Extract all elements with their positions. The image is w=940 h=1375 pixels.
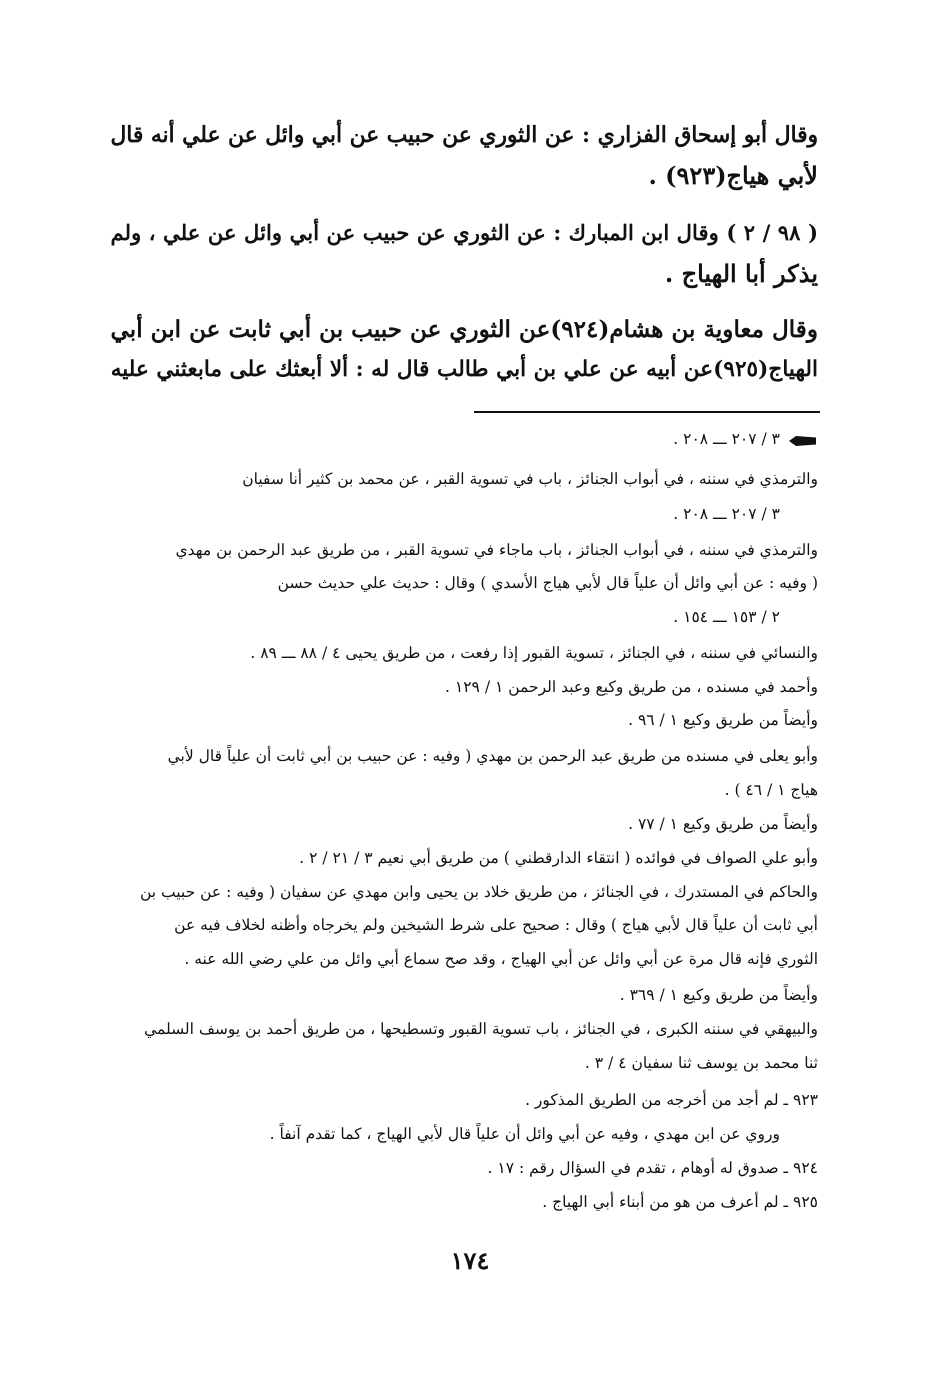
main-text-line-6: الهياج(٩٢٥)عن أبيه عن علي بن أبي طالب قال له : ألا أبعثك على مابعثني عليه bbox=[110, 357, 818, 382]
page-number: ١٧٤ bbox=[450, 1246, 490, 1275]
footnote-line-18: والبيهقي في سننه الكبرى ، في الجنائز ، باب تسوية القبور وتسطيحها ، من طريق أحمد بن يوسف السلمي bbox=[144, 1020, 818, 1038]
footnote-line-11: هياج ١ / ٤٦ ) . bbox=[724, 781, 818, 799]
footnote-923: ٩٢٣ ـ لم أجد من أخرجه من الطريق المذكور . bbox=[525, 1091, 818, 1109]
main-text-line-2: لأبي هياج(٩٢٣) . bbox=[648, 161, 818, 190]
footnote-line-15: أبي ثابت أن علياً قال لأبي هياج ) وقال : صحيح على شرط الشيخين ولم يخرجاه وأظنه لخلاف فيه عن bbox=[174, 916, 818, 934]
footnote-line-9: وأيضاً من طريق وكيع ١ / ٩٦ . bbox=[628, 711, 818, 729]
footnote-line-5: ( وفيه : عن أبي وائل أن علياً قال لأبي هياج الأسدي ) وقال : حديث علي حديث حسن bbox=[277, 574, 818, 592]
footnote-925: ٩٢٥ ـ لم أعرف من هو من أبناء أبي الهياج . bbox=[542, 1193, 818, 1211]
footnote-line-2: والترمذي في سننه ، في أبواب الجنائز ، باب في تسوية القبر ، عن محمد بن كثير أنا سفيان bbox=[242, 470, 818, 488]
footnote-line-8: وأحمد في مسنده ، من طريق وكيع وعبد الرحمن ١ / ١٢٩ . bbox=[445, 678, 818, 696]
footnote-line-13: وأبو علي الصواف في فوائده ( انتقاء الدارقطني ) من طريق أبي نعيم ٣ / ٢١ / ٢ . bbox=[299, 849, 818, 867]
main-text-line-3: ( ٩٨ / ٢ ) وقال ابن المبارك : عن الثوري عن حبيب عن أبي وائل عن علي ، ولم bbox=[110, 221, 818, 246]
footnote-line-17: وأيضاً من طريق وكيع ١ / ٣٦٩ . bbox=[619, 986, 818, 1004]
main-text-line-4: يذكر أبا الهياج . bbox=[664, 259, 818, 288]
footnote-924: ٩٢٤ ـ صدوق له أوهام ، تقدم في السؤال رقم : ١٧ . bbox=[487, 1159, 818, 1177]
footnote-line-4: والترمذي في سننه ، في أبواب الجنائز ، باب ماجاء في تسوية القبر ، من طريق عبد الرحمن بن مهدي bbox=[175, 541, 818, 559]
footnote-line-6: ٢ / ١٥٣ ـــ ١٥٤ . bbox=[673, 608, 780, 626]
footnote-separator bbox=[474, 411, 820, 413]
footnote-923-continuation: وروي عن ابن مهدي ، وفيه عن أبي وائل أن علياً قال لأبي الهياج ، كما تقدم آنفاً . bbox=[269, 1125, 780, 1143]
footnote-line-3: ٣ / ٢٠٧ ـــ ٢٠٨ . bbox=[673, 505, 780, 523]
footnote-line-12: وأيضاً من طريق وكيع ١ / ٧٧ . bbox=[628, 815, 818, 833]
footnote-line-19: ثنا محمد بن يوسف ثنا سفيان ٤ / ٣ . bbox=[584, 1054, 818, 1072]
arrow-left-icon bbox=[789, 436, 816, 446]
footnote-line-16: الثوري فإنه قال مرة عن أبي وائل عن أبي الهياج ، وقد صح سماع أبي وائل من علي رضي الله عنه . bbox=[184, 950, 818, 968]
main-text-line-1: وقال أبو إسحاق الفزاري : عن الثوري عن حبيب عن أبي وائل عن علي أنه قال bbox=[110, 123, 818, 148]
footnote-line-14: والحاكم في المستدرك ، في الجنائز ، من طريق خلاد بن يحيى وابن مهدي عن سفيان ( وفيه : عن حبيب بن bbox=[140, 883, 818, 901]
footnote-line-1: ٣ / ٢٠٧ ـــ ٢٠٨ . bbox=[673, 430, 780, 448]
footnote-line-7: والنسائي في سننه ، في الجنائز ، تسوية القبور إذا رفعت ، من طريق يحيى ٤ / ٨٨ ـــ ٨٩ . bbox=[250, 644, 818, 662]
main-text-line-5: وقال معاوية بن هشام(٩٢٤)عن الثوري عن حبيب بن أبي ثابت عن ابن أبي bbox=[110, 316, 818, 343]
footnote-line-10: وأبو يعلى في مسنده من طريق عبد الرحمن بن مهدي ( وفيه : عن حبيب بن أبي ثابت أن علياً قال لأبي bbox=[167, 747, 818, 765]
